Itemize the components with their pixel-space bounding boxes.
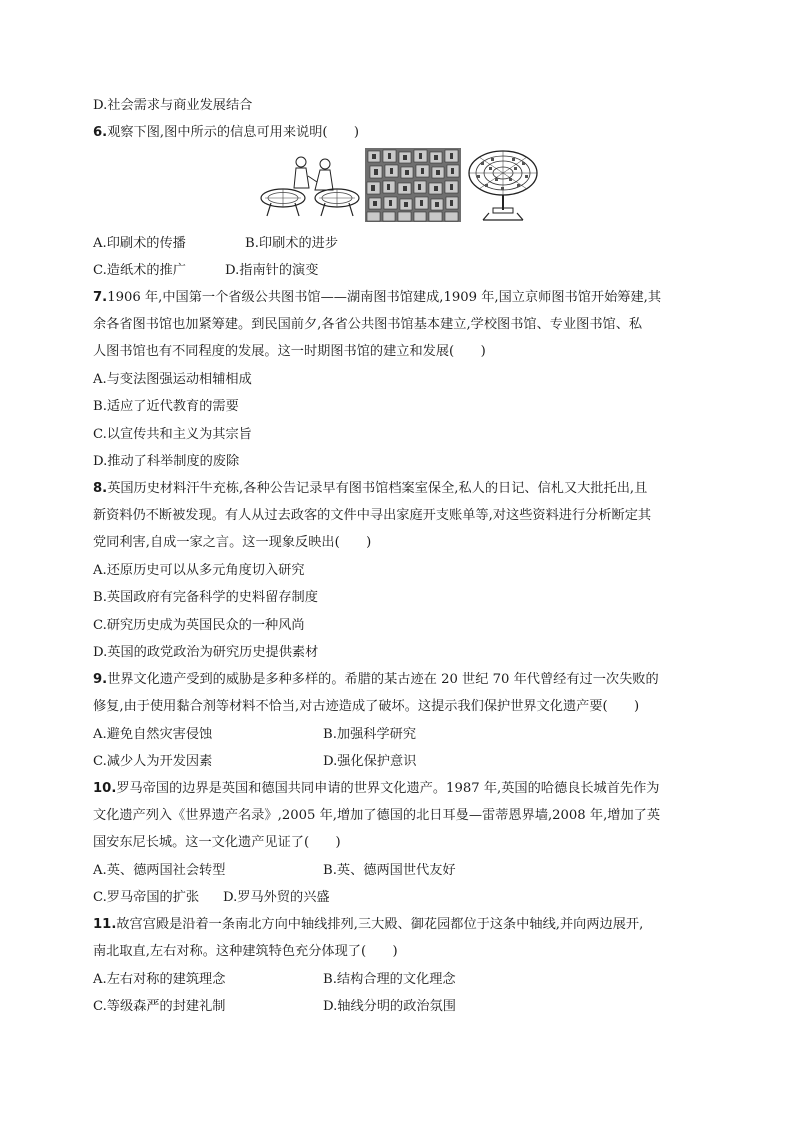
q9-option-a: A.避免自然灾害侵蚀 [93,727,213,742]
q11-option-a: A.左右对称的建筑理念 [93,972,226,987]
q7-option-b: B.适应了近代教育的需要 [93,399,239,414]
rotating-type-table-illustration [259,148,361,222]
q8-option-a: A.还原历史可以从多元角度切入研究 [93,563,305,578]
q5-option-d: D.社会需求与商业发展结合 [93,98,253,113]
q6-option-a: A.印刷术的传播 [93,236,186,251]
q7-option-c: C.以宣传共和主义为其宗旨 [93,427,252,442]
q11-number: 11. [93,917,117,932]
q11-option-b: B.结构合理的文化理念 [323,972,456,987]
q10-stem-line-3: 国安东尼长城。这一文化遗产见证了( ) [93,835,341,850]
q10-option-b: B.英、德两国世代友好 [323,863,456,878]
q9-option-c: C.减少人为开发因素 [93,754,213,769]
q10-options-row2 [93,889,330,907]
q8-stem-line-3: 党同利害,自成一家之言。这一现象反映出( ) [93,535,372,550]
q10-option-c: C.罗马帝国的扩张 [93,890,200,905]
q9-option-d: D.强化保护意识 [323,754,417,769]
q10-stem-text-1: 罗马帝国的边界是英国和德国共同申请的世界文化遗产。1987 年,英国的哈德良长城首先作为 [116,781,660,796]
q10-stem-line-1 [93,780,659,798]
q11-stem-line-2: 南北取直,左右对称。这种建筑特色充分体现了( ) [93,944,398,959]
q9-stem-text-1: 世界文化遗产受到的威胁是多种多样的。希腊的某古迹在 20 世纪 70 年代曾经有过一次失败的 [107,672,659,687]
q11-stem-text-1: 故宫宫殿是沿着一条南北方向中轴线排列,三大殿、御花园都位于这条中轴线,并向两边展开, [116,917,644,932]
q7-stem-line-1 [93,289,661,307]
q10-options-row1 [93,862,456,880]
q8-stem-line-1 [93,480,647,498]
q8-stem-line-2: 新资料仍不断被发现。有人从过去政客的文件中寻出家庭开支账单等,对这些资料进行分析断定其 [93,508,652,523]
q7-option-d: D.推动了科举制度的废除 [93,454,240,469]
q9-number: 9. [93,672,108,687]
q6-number: 6. [93,125,108,140]
movable-type-blocks-photo [365,148,461,222]
q10-stem-line-2: 文化遗产列入《世界遗产名录》,2005 年,增加了德国的北日耳曼—雷蒂恩界墙,2008 年,增加了英 [93,808,661,823]
q10-option-a: A.英、德两国社会转型 [93,863,226,878]
q9-options-row1 [93,726,417,744]
q8-stem-text-1: 英国历史材料汗牛充栋,各种公告记录早有图书馆档案室保全,私人的日记、信札又大批托出,且 [107,481,648,496]
q6-stem [93,124,359,142]
q9-stem-line-1 [93,671,659,689]
q6-option-b: B.印刷术的进步 [245,236,339,251]
wooden-type-wheel-illustration [465,148,541,222]
q11-stem-line-1 [93,916,643,934]
q11-option-d: D.轴线分明的政治氛围 [323,999,456,1014]
q11-option-c: C.等级森严的封建礼制 [93,999,226,1014]
q8-option-c: C.研究历史成为英国民众的一种风尚 [93,618,305,633]
q8-number: 8. [93,481,108,496]
q6-option-d: D.指南针的演变 [225,263,319,278]
q11-options-row2 [93,998,456,1016]
q10-option-d: D.罗马外贸的兴盛 [223,890,330,905]
q6-options-row2 [93,262,319,280]
q8-option-d: D.英国的政党政治为研究历史提供素材 [93,645,319,660]
q8-option-b: B.英国政府有完备科学的史料留存制度 [93,590,318,605]
q7-stem-text-1: 1906 年,中国第一个省级公共图书馆——湖南图书馆建成,1909 年,国立京师图书馆开始筹建,其 [107,290,662,305]
q7-stem-line-2: 余各省图书馆也加紧筹建。到民国前夕,各省公共图书馆基本建立,学校图书馆、专业图书馆、私 [93,317,643,332]
q9-stem-line-2: 修复,由于使用黏合剂等材料不恰当,对古迹造成了破坏。这提示我们保护世界文化遗产要( ) [93,699,640,714]
q9-option-b: B.加强科学研究 [323,727,417,742]
q6-option-c: C.造纸术的推广 [93,263,186,278]
q11-options-row1 [93,971,456,989]
q6-options-row1 [93,235,339,253]
q7-stem-line-3: 人图书馆也有不同程度的发展。这一时期图书馆的建立和发展( ) [93,344,486,359]
q7-number: 7. [93,290,108,305]
q7-option-a: A.与变法图强运动相辅相成 [93,372,252,387]
q6-stem-text: 观察下图,图中所示的信息可用来说明( ) [107,125,360,140]
q9-options-row2 [93,753,417,771]
q10-number: 10. [93,781,117,796]
